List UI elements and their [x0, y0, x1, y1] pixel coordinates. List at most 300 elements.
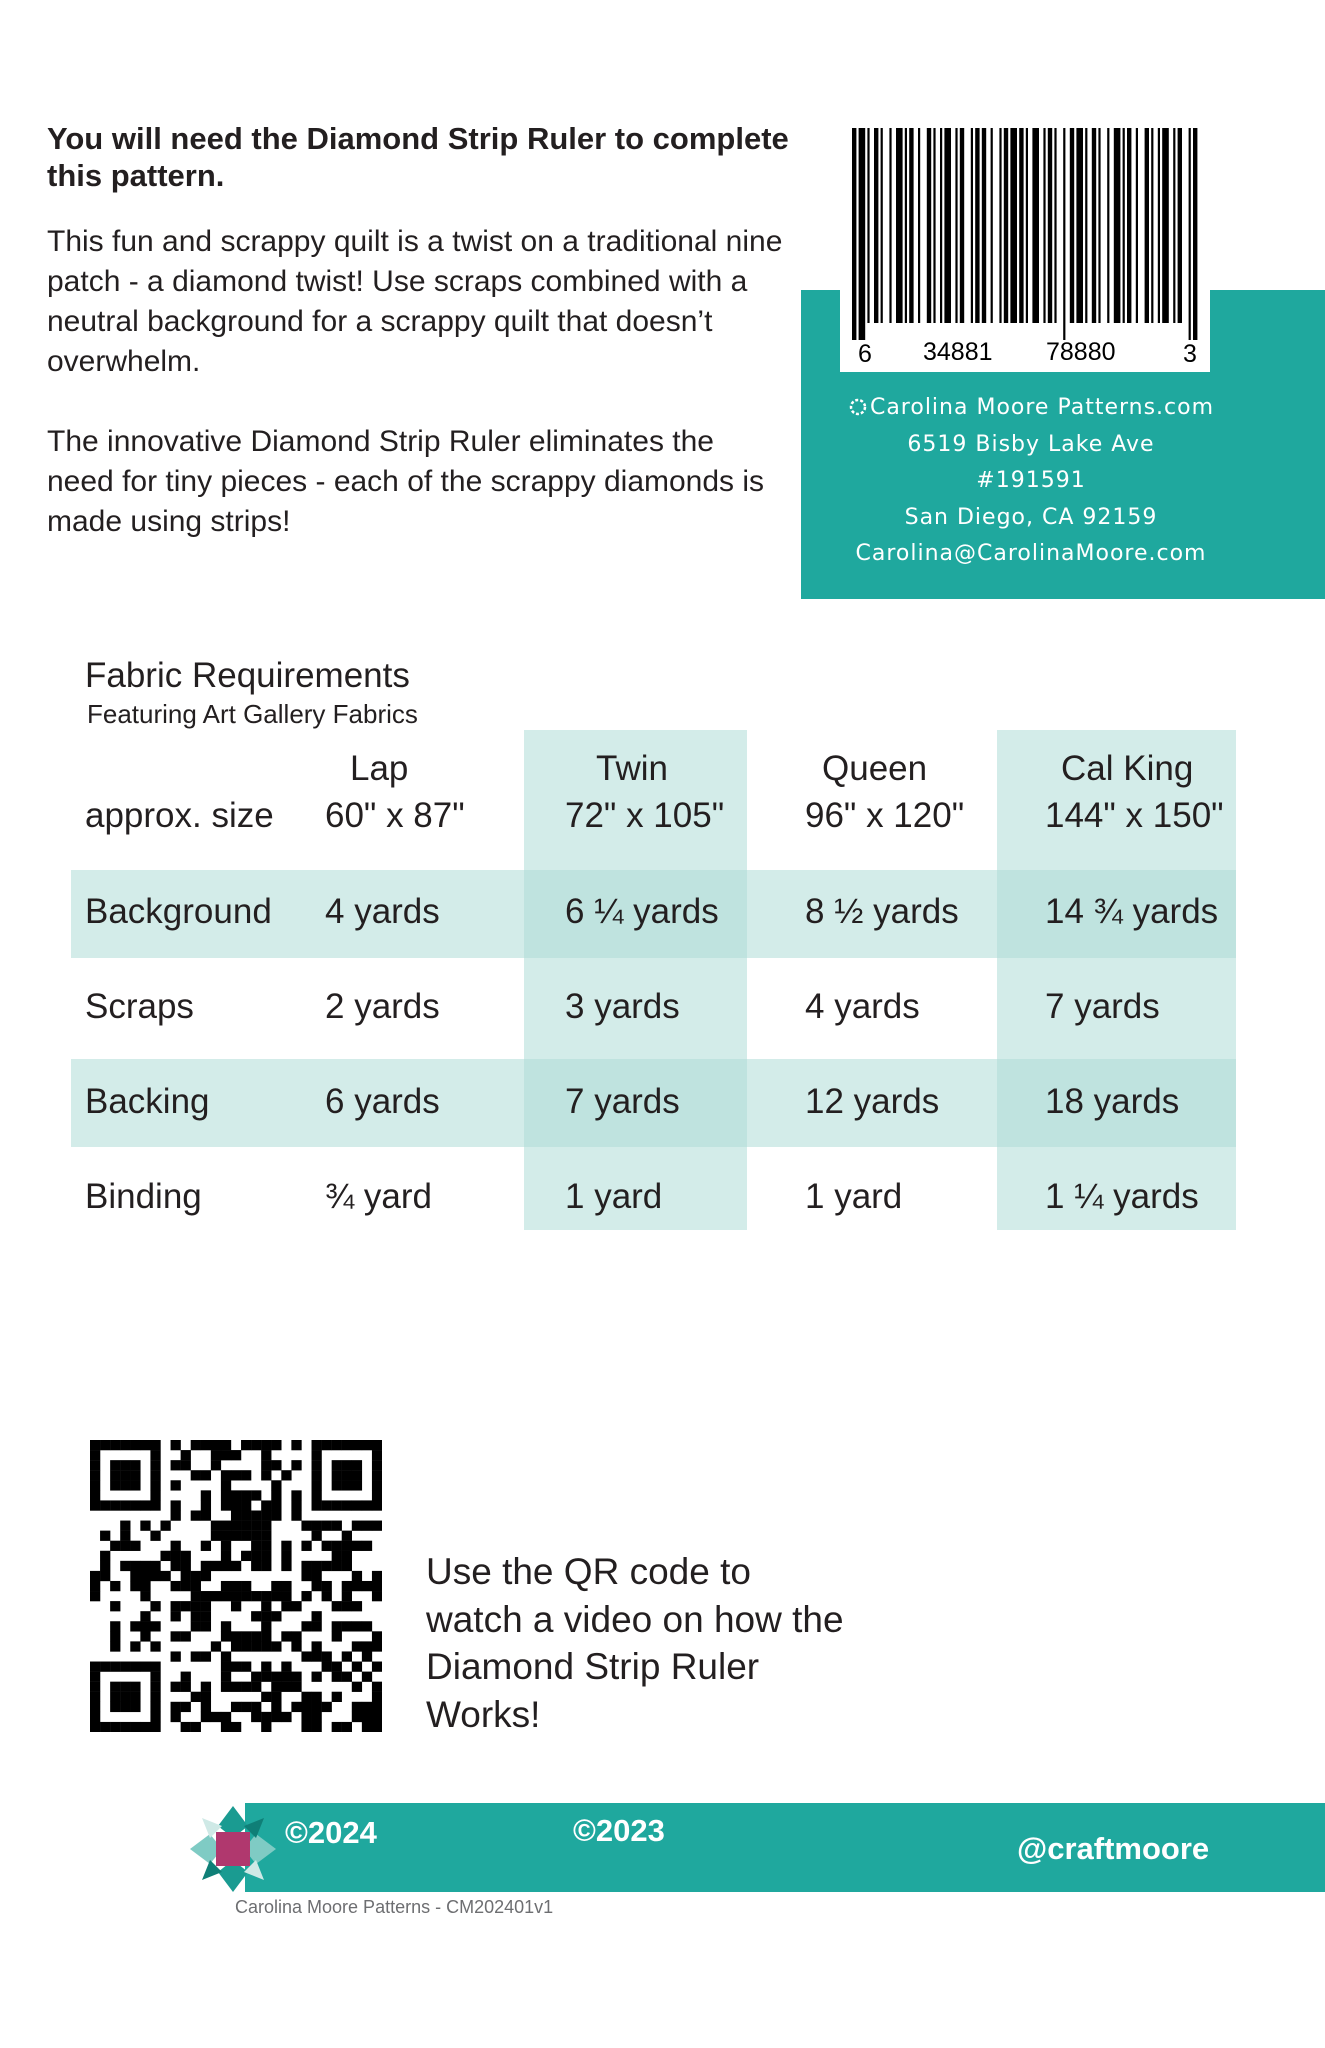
qr-module: [100, 1662, 110, 1672]
qr-module: [322, 1702, 332, 1712]
barcode-bar: [927, 128, 931, 323]
qr-module: [291, 1682, 301, 1692]
qr-module: [90, 1470, 100, 1480]
qr-module: [100, 1561, 110, 1571]
qr-module: [312, 1460, 322, 1470]
qr-module: [332, 1470, 342, 1480]
qr-module: [191, 1510, 201, 1520]
qr-module: [211, 1531, 221, 1541]
qr-module: [130, 1641, 140, 1651]
barcode-bar: [1032, 128, 1039, 323]
qr-module: [221, 1470, 231, 1480]
qr-module: [160, 1521, 170, 1531]
qr-module: [261, 1672, 271, 1682]
qr-module: [261, 1510, 271, 1520]
qr-module: [130, 1541, 140, 1551]
barcode-bar: [1173, 128, 1175, 323]
barcode-bar: [1098, 128, 1100, 323]
barcode-bars: [840, 128, 1210, 343]
qr-module: [211, 1440, 221, 1450]
qr-module: [322, 1561, 332, 1571]
qr-module: [261, 1611, 271, 1621]
qr-module: [231, 1510, 241, 1520]
qr-module: [332, 1541, 342, 1551]
qr-module: [130, 1621, 140, 1631]
qr-module: [251, 1440, 261, 1450]
qr-module: [372, 1631, 382, 1641]
qr-module: [201, 1621, 211, 1631]
qr-module: [342, 1561, 352, 1571]
qr-code-icon[interactable]: [90, 1440, 382, 1732]
table-cell: 4 yards: [805, 987, 920, 1026]
qr-module: [231, 1591, 241, 1601]
qr-module: [342, 1581, 352, 1591]
qr-module: [362, 1702, 372, 1712]
qr-module: [281, 1631, 291, 1641]
qr-module: [241, 1490, 251, 1500]
qr-module: [191, 1591, 201, 1601]
website-link[interactable]: Carolina Moore Patterns.com: [869, 395, 1215, 420]
qr-module: [150, 1692, 160, 1702]
size-lap: 60" x 87": [325, 796, 465, 835]
qr-module: [110, 1641, 120, 1651]
email-link[interactable]: Carolina@CarolinaMoore.com: [855, 541, 1207, 566]
qr-module: [231, 1601, 241, 1611]
table-cell: 1 yard: [565, 1177, 663, 1216]
qr-module: [110, 1621, 120, 1631]
qr-module: [100, 1722, 110, 1732]
qr-module: [251, 1591, 261, 1601]
qr-module: [352, 1641, 362, 1651]
barcode-bar: [1114, 128, 1121, 323]
qr-module: [130, 1470, 140, 1480]
qr-module: [322, 1591, 332, 1601]
qr-module: [221, 1561, 231, 1571]
qr-module: [181, 1722, 191, 1732]
qr-module: [271, 1702, 281, 1712]
qr-module: [322, 1541, 332, 1551]
barcode-bar: [918, 128, 920, 323]
qr-module: [372, 1581, 382, 1591]
qr-module: [342, 1480, 352, 1490]
qr-module: [261, 1561, 271, 1571]
qr-module: [130, 1722, 140, 1732]
qr-module: [301, 1692, 311, 1702]
qr-module: [150, 1470, 160, 1480]
qr-module: [332, 1551, 342, 1561]
size-twin: 72" x 105": [565, 796, 725, 835]
qr-module: [312, 1611, 322, 1621]
qr-module: [90, 1591, 100, 1601]
qr-module: [372, 1490, 382, 1500]
qr-module: [201, 1490, 211, 1500]
qr-module: [171, 1500, 181, 1510]
copyright-year: ©2024: [285, 1815, 377, 1850]
qr-module: [251, 1551, 261, 1561]
qr-module: [251, 1490, 261, 1500]
qr-module: [221, 1541, 231, 1551]
qr-module: [130, 1561, 140, 1571]
qr-module: [261, 1692, 271, 1702]
qr-module: [150, 1561, 160, 1571]
qr-module: [181, 1571, 191, 1581]
qr-module: [150, 1601, 160, 1611]
qr-module: [271, 1500, 281, 1510]
qr-module: [342, 1440, 352, 1450]
qr-module: [201, 1571, 211, 1581]
social-handle[interactable]: @craftmoore: [1017, 1831, 1210, 1866]
qr-module: [372, 1662, 382, 1672]
qr-module: [191, 1440, 201, 1450]
qr-module: [372, 1440, 382, 1450]
qr-module: [90, 1480, 100, 1490]
qr-module: [231, 1581, 241, 1591]
qr-module: [110, 1460, 120, 1470]
row-label-binding: Binding: [85, 1177, 202, 1216]
qr-module: [332, 1692, 342, 1702]
qr-module: [362, 1621, 372, 1631]
qr-module: [271, 1682, 281, 1692]
qr-module: [312, 1692, 322, 1702]
qr-module: [291, 1500, 301, 1510]
qr-module: [261, 1601, 271, 1611]
column-header-twin: Twin: [596, 749, 668, 788]
footer-credit: Carolina Moore Patterns - CM202401v1: [235, 1897, 554, 1917]
barcode-bar: [1043, 128, 1045, 323]
qr-module: [110, 1470, 120, 1480]
qr-module: [342, 1551, 352, 1561]
barcode-bar: [867, 128, 869, 323]
qr-module: [312, 1450, 322, 1460]
qr-module: [150, 1531, 160, 1541]
qr-module: [271, 1672, 281, 1682]
qr-module: [291, 1490, 301, 1500]
barcode-bar: [940, 128, 942, 323]
qr-module: [241, 1591, 251, 1601]
qr-module: [372, 1722, 382, 1732]
qr-module: [130, 1480, 140, 1490]
qr-module: [362, 1440, 372, 1450]
qr-module: [171, 1631, 181, 1641]
website-line: [801, 390, 1261, 427]
qr-module: [90, 1712, 100, 1722]
qr-module: [372, 1712, 382, 1722]
qr-module: [332, 1601, 342, 1611]
qr-module: [140, 1500, 150, 1510]
qr-instructions: Use the QR code to watch a video on how the Diamond Strip Ruler Works!: [426, 1551, 844, 1735]
qr-module: [301, 1621, 311, 1631]
qr-module: [322, 1500, 332, 1510]
qr-module: [90, 1692, 100, 1702]
qr-module: [140, 1591, 150, 1601]
qr-module: [241, 1682, 251, 1692]
qr-module: [130, 1460, 140, 1470]
qr-module: [372, 1500, 382, 1510]
qr-module: [251, 1702, 261, 1712]
qr-module: [90, 1460, 100, 1470]
qr-module: [342, 1651, 352, 1661]
qr-module: [191, 1581, 201, 1591]
barcode-bar: [859, 128, 866, 340]
qr-module: [362, 1651, 372, 1661]
qr-module: [120, 1682, 130, 1692]
barcode-bar: [1092, 128, 1096, 323]
qr-module: [231, 1450, 241, 1460]
qr-module: [221, 1581, 231, 1591]
qr-module: [140, 1581, 150, 1591]
qr-module: [221, 1651, 231, 1661]
qr-module: [291, 1440, 301, 1450]
row-label-scraps: Scraps: [85, 987, 194, 1026]
qr-module: [312, 1621, 322, 1631]
qr-module: [281, 1712, 291, 1722]
qr-module: [221, 1440, 231, 1450]
qr-module: [281, 1470, 291, 1480]
qr-module: [221, 1672, 231, 1682]
qr-module: [130, 1500, 140, 1510]
qr-module: [322, 1662, 332, 1672]
qr-module: [171, 1702, 181, 1712]
barcode-digit: 6: [858, 340, 872, 368]
qr-module: [281, 1541, 291, 1551]
size-label: approx. size: [85, 796, 274, 835]
qr-module: [130, 1571, 140, 1581]
qr-module: [140, 1621, 150, 1631]
qr-module: [312, 1712, 322, 1722]
qr-module: [231, 1662, 241, 1672]
qr-module: [201, 1510, 211, 1520]
qr-module: [90, 1722, 100, 1732]
qr-module: [241, 1641, 251, 1651]
qr-module: [191, 1692, 201, 1702]
qr-module: [191, 1651, 201, 1661]
size-cal-king: 144" x 150": [1045, 796, 1224, 835]
barcode-bar: [1070, 128, 1074, 323]
qr-module: [342, 1722, 352, 1732]
qr-module: [251, 1521, 261, 1531]
qr-module: [271, 1692, 281, 1702]
column-header-lap: Lap: [350, 749, 409, 788]
qr-module: [150, 1571, 160, 1581]
qr-module: [261, 1591, 271, 1601]
intro-heading: You will need the Diamond Strip Ruler to complete this pattern.: [47, 121, 789, 193]
qr-module: [130, 1682, 140, 1692]
qr-module: [110, 1692, 120, 1702]
qr-module: [120, 1541, 130, 1551]
qr-module: [352, 1541, 362, 1551]
qr-module: [201, 1651, 211, 1661]
qr-module: [352, 1662, 362, 1672]
barcode-bar: [1189, 128, 1191, 340]
qr-module: [150, 1712, 160, 1722]
qr-module: [301, 1561, 311, 1571]
table-cell: 18 yards: [1045, 1082, 1180, 1121]
qr-module: [211, 1561, 221, 1571]
qr-module: [251, 1682, 261, 1692]
qr-module: [100, 1551, 110, 1561]
qr-module: [90, 1500, 100, 1510]
qr-module: [130, 1440, 140, 1450]
qr-module: [181, 1682, 191, 1692]
qr-module: [271, 1611, 281, 1621]
qr-module: [261, 1531, 271, 1541]
qr-module: [150, 1490, 160, 1500]
qr-module: [261, 1470, 271, 1480]
qr-module: [281, 1672, 291, 1682]
barcode-bar: [1076, 128, 1083, 323]
barcode-bar: [1123, 128, 1125, 323]
qr-module: [332, 1621, 342, 1631]
qr-module: [342, 1672, 352, 1682]
qr-module: [281, 1601, 291, 1611]
qr-module: [120, 1702, 130, 1712]
qr-module: [211, 1521, 221, 1531]
qr-module: [251, 1611, 261, 1621]
qr-module: [221, 1631, 231, 1641]
qr-module: [332, 1722, 342, 1732]
qr-module: [352, 1440, 362, 1450]
qr-module: [150, 1500, 160, 1510]
qr-module: [201, 1692, 211, 1702]
qr-module: [231, 1722, 241, 1732]
qr-module: [120, 1521, 130, 1531]
qr-module: [201, 1541, 211, 1551]
qr-module: [241, 1510, 251, 1520]
qr-module: [241, 1631, 251, 1641]
qr-module: [221, 1591, 231, 1601]
qr-module: [150, 1460, 160, 1470]
qr-module: [251, 1531, 261, 1541]
qr-module: [362, 1712, 372, 1722]
barcode-bar: [991, 128, 993, 323]
qr-module: [372, 1682, 382, 1692]
qr-module: [110, 1662, 120, 1672]
qr-module: [322, 1581, 332, 1591]
qr-module: [90, 1440, 100, 1450]
qr-module: [130, 1581, 140, 1591]
qr-module: [90, 1672, 100, 1682]
barcode-bar: [881, 128, 883, 323]
qr-module: [171, 1541, 181, 1551]
qr-module: [291, 1510, 301, 1520]
qr-module: [191, 1611, 201, 1621]
column-header-queen: Queen: [822, 749, 928, 788]
qr-module: [291, 1672, 301, 1682]
qr-module: [90, 1702, 100, 1712]
qr-module: [150, 1440, 160, 1450]
qr-module: [281, 1662, 291, 1672]
qr-module: [261, 1722, 271, 1732]
qr-module: [281, 1581, 291, 1591]
qr-module: [201, 1561, 211, 1571]
qr-module: [332, 1561, 342, 1571]
qr-module: [342, 1601, 352, 1611]
row-label-background: Background: [85, 892, 272, 931]
qr-module: [90, 1581, 100, 1591]
barcode-bar: [896, 128, 903, 323]
qr-module: [291, 1631, 301, 1641]
table-cell: 4 yards: [325, 892, 440, 931]
qr-module: [171, 1712, 181, 1722]
qr-module: [221, 1712, 231, 1722]
qr-module: [201, 1682, 211, 1692]
barcode-bar: [1004, 128, 1008, 323]
qr-module: [342, 1531, 352, 1541]
qr-module: [150, 1662, 160, 1672]
qr-module: [271, 1510, 281, 1520]
qr-module: [291, 1601, 301, 1611]
qr-module: [312, 1490, 322, 1500]
barcode-bar: [1019, 128, 1023, 323]
qr-module: [312, 1651, 322, 1661]
suite-number: #191591: [976, 468, 1086, 493]
qr-module: [171, 1682, 181, 1692]
qr-module: [271, 1591, 281, 1601]
qr-module: [281, 1551, 291, 1561]
qr-module: [291, 1460, 301, 1470]
qr-module: [251, 1541, 261, 1551]
qr-module: [372, 1460, 382, 1470]
street-address: 6519 Bisby Lake Ave: [907, 431, 1155, 457]
qr-module: [100, 1571, 110, 1581]
qr-module: [201, 1611, 211, 1621]
qr-module: [150, 1682, 160, 1692]
qr-module: [150, 1722, 160, 1732]
qr-module: [261, 1440, 271, 1450]
qr-module: [342, 1460, 352, 1470]
qr-module: [322, 1440, 332, 1450]
qr-module: [301, 1722, 311, 1732]
qr-module: [120, 1480, 130, 1490]
barcode-bar: [944, 128, 951, 323]
barcode-bar: [999, 128, 1001, 323]
qr-module: [312, 1581, 322, 1591]
qr-module: [342, 1621, 352, 1631]
barcode-bar: [1162, 128, 1169, 323]
column-header-cal-king: Cal King: [1061, 749, 1194, 788]
qr-module: [352, 1571, 362, 1581]
qr-module: [372, 1571, 382, 1581]
qr-module: [191, 1571, 201, 1581]
table-cell: 7 yards: [1045, 987, 1160, 1026]
qr-module: [191, 1621, 201, 1631]
qr-module: [261, 1641, 271, 1651]
table-cell: 1 ¼ yards: [1045, 1177, 1199, 1216]
qr-module: [171, 1561, 181, 1571]
qr-module: [110, 1702, 120, 1712]
qr-module: [241, 1662, 251, 1672]
barcode-bar: [1127, 128, 1131, 323]
qr-module: [181, 1702, 191, 1712]
table-cell: ¾ yard: [325, 1177, 432, 1216]
qr-module: [241, 1702, 251, 1712]
qr-module: [90, 1682, 100, 1692]
qr-module: [271, 1581, 281, 1591]
qr-module: [221, 1722, 231, 1732]
qr-module: [312, 1571, 322, 1581]
qr-module: [110, 1440, 120, 1450]
qr-module: [181, 1601, 191, 1611]
qr-module: [372, 1692, 382, 1702]
qr-module: [352, 1581, 362, 1591]
qr-module: [372, 1521, 382, 1531]
barcode-bar: [975, 128, 979, 323]
qr-module: [140, 1722, 150, 1732]
qr-module: [140, 1521, 150, 1531]
barcode-bar: [982, 128, 986, 323]
qr-module: [261, 1460, 271, 1470]
qr-module: [171, 1611, 181, 1621]
